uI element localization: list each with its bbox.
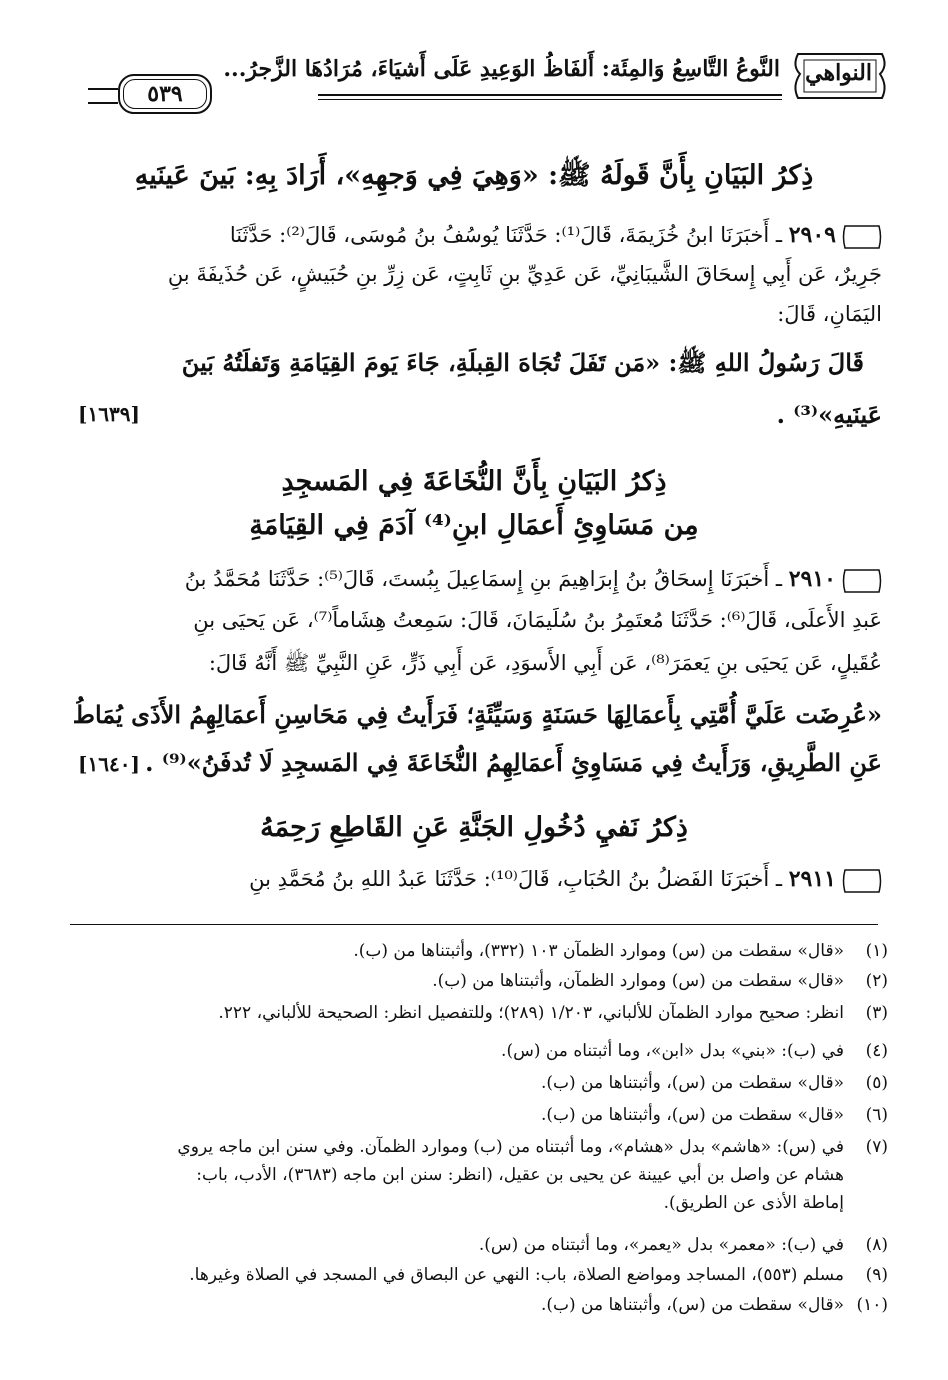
isnad-line	[66, 566, 882, 595]
footnote: (٢)«قال» سقطت من (س) وموارد الظمآن، وأثبتناها من (ب).	[432, 971, 888, 991]
reference-number: [١٦٤٠]	[78, 752, 140, 776]
section-heading: ذِكرُ البَيَانِ بِأَنَّ قَولَهُ ﷺ: «وَهِيَ فِي وَجهِهِ»، أَرَادَ بِهِ: بَينَ عَينَيهِ	[134, 160, 814, 191]
hadith-marker-icon	[842, 223, 882, 251]
section-heading: ذِكرُ البَيَانِ بِأَنَّ النُّخَاعَةَ فِي المَسجِدِ	[281, 466, 667, 497]
footnote: (٨)في (ب): «معمر» بدل «يعمر»، وما أثبتناه من (س).	[478, 1235, 888, 1255]
footnote: (٣)انظر: صحيح موارد الظمآن للألباني، ١/٢٠٣ (٢٨٩)؛ وللتفصيل انظر: الصحيحة للألباني، ٢٢٢.	[218, 1003, 888, 1023]
footnote: (٧)في (س): «هاشم» بدل «هشام»، وما أثبتناه من (ب) وموارد الظمآن. وفي سنن ابن ماجه يروي	[177, 1137, 888, 1157]
page-number: ٥٣٩	[147, 81, 183, 107]
matn-line: «عُرِضَت عَلَيَّ أُمَّتِي بِأَعمَالِهَا حَسَنَةٍ وَسَيِّئَةٍ؛ فَرَأَيتُ فِي مَحَاسِنِ أَعمَالِهِمُ الأَذَى يُمَاطُ	[72, 700, 882, 729]
hadith-number: ٢٩١٠	[788, 566, 836, 592]
running-title: النَّوعُ التَّاسِعُ وَالمِئَة: أَلفَاظُ الوَعِيدِ عَلَى أَشيَاءَ، مُرَادُهَا الزَّجرُ...	[223, 56, 780, 82]
matn-line: قَالَ رَسُولُ اللهِ ﷺ: «مَن تَفَلَ تُجَاهَ القِبلَةِ، جَاءَ يَومَ القِيَامَةِ وَتَفلَتُهُ بَينَ	[181, 348, 864, 377]
section-heading: ذِكرُ نَفيِ دُخُولِ الجَنَّةِ عَنِ القَاطِعِ رَحِمَهُ	[260, 812, 688, 843]
page-number-box	[118, 74, 212, 114]
hadith-marker-icon	[842, 567, 882, 595]
isnad-line: جَرِيرٌ، عَن أَبِي إِسحَاقَ الشَّيبَانِيِّ، عَن عَدِيِّ بنِ ثَابِتٍ، عَن زِرِّ بنِ حُبَيشٍ، عَن حُذَيفَةَ بنِ	[167, 262, 882, 286]
isnad-line: اليَمَانِ، قَالَ:	[777, 302, 882, 326]
hadith-number: ٢٩١١	[788, 866, 836, 892]
page-header	[88, 46, 890, 116]
isnad-text: ـ أَخبَرَنَا إِسحَاقُ بنُ إِبرَاهِيمَ بنِ إِسمَاعِيلَ بِبُستَ، قَالَ⁽⁵⁾: حَدَّثَنَا مُحَمَّدُ بنُ	[184, 567, 783, 591]
footnote: (٩)مسلم (٥٥٣)، المساجد ومواضع الصلاة، باب: النهي عن البصاق في المسجد في الصلاة وغيرها.	[189, 1265, 888, 1285]
footnote: (١)«قال» سقطت من (س) وموارد الظمآن ١٠٣ (٣٣٢)، وأثبتناها من (ب).	[353, 941, 888, 961]
header-left-lines	[88, 88, 118, 104]
chapter-emblem-label: النواهي	[805, 60, 872, 86]
matn-line: عَنِ الطَّرِيقِ، وَرَأَيتُ فِي مَسَاوِئِ أَعمَالِهِمُ النُّخَاعَةَ فِي المَسجِدِ لَا تُدفَنُ»⁽⁹⁾ .	[145, 748, 882, 777]
header-rule-thin	[318, 99, 782, 100]
isnad-text: ـ أَخبَرَنَا ابنُ خُزَيمَةَ، قَالَ⁽¹⁾: حَدَّثَنَا يُوسُفُ بنُ مُوسَى، قَالَ⁽²⁾: حَدَّثَنَا	[229, 223, 783, 247]
header-rule	[318, 94, 782, 96]
hadith-marker-icon	[842, 867, 882, 895]
footnote: (١٠)«قال» سقطت من (س)، وأثبتناها من (ب).	[540, 1295, 888, 1315]
footnote: (٦)«قال» سقطت من (س)، وأثبتناها من (ب).	[540, 1105, 888, 1125]
hadith-number: ٢٩٠٩	[788, 222, 836, 248]
footnote-continuation: إماطة الأذى عن الطريق).	[663, 1193, 844, 1213]
footnote-divider	[70, 924, 878, 925]
footnote-continuation: هشام عن واصل بن أبي عيينة عن يحيى بن عقيل، (انظر: سنن ابن ماجه (٣٦٨٣)، الأدب، باب:	[196, 1165, 844, 1185]
isnad-text: ـ أَخبَرَنَا الفَضلُ بنُ الحُبَابِ، قَالَ⁽¹⁰⁾: حَدَّثَنَا عَبدُ اللهِ بنُ مُحَمَّدِ بنِ	[249, 867, 783, 891]
matn-line: عَينَيهِ»⁽³⁾ .	[776, 400, 882, 429]
isnad-line: عَبدِ الأَعلَى، قَالَ⁽⁶⁾: حَدَّثَنَا مُعتَمِرُ بنُ سُلَيمَانَ، قَالَ: سَمِعتُ هِشَاماً⁽⁷⁾، عَن يَحيَى بنِ	[193, 608, 882, 632]
chapter-emblem	[790, 46, 890, 106]
footnote: (٤)في (ب): «بني» بدل «ابن»، وما أثبتناه من (س).	[501, 1041, 888, 1061]
section-heading: مِن مَسَاوِئِ أَعمَالِ ابنِ⁽⁴⁾ آدَمَ فِي القِيَامَةِ	[249, 510, 699, 541]
footnote: (٥)«قال» سقطت من (س)، وأثبتناها من (ب).	[540, 1073, 888, 1093]
isnad-line	[66, 222, 882, 251]
isnad-line	[66, 866, 882, 895]
reference-number: [١٦٣٩]	[78, 402, 140, 426]
isnad-line: عُقَيلٍ، عَن يَحيَى بنِ يَعمَرَ⁽⁸⁾، عَن أَبِي الأَسوَدِ، عَن أَبِي ذَرٍّ، عَنِ النَّبِيِّ ﷺ أَنَّهُ قَالَ:	[208, 651, 882, 675]
